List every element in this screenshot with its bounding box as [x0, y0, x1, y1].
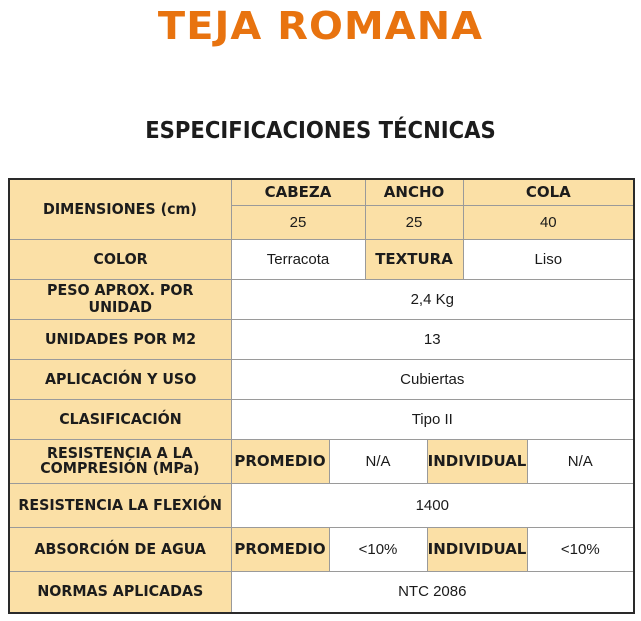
cola-value: 40: [463, 205, 634, 239]
resistencia-compresion-label: [9, 439, 231, 483]
absorcion-individual-label: INDIVIDUAL: [427, 527, 527, 571]
resistencia-compresion-label-line2: COMPRESIÓN (MPa): [40, 458, 200, 477]
cabeza-header: CABEZA: [231, 179, 365, 205]
peso-value: 2,4 Kg: [231, 279, 634, 319]
resistencia-flexion-label: RESISTENCIA LA FLEXIÓN: [9, 483, 231, 527]
peso-label: PESO APROX. POR UNIDAD: [9, 279, 231, 319]
compresion-individual-label: INDIVIDUAL: [427, 439, 527, 483]
textura-label: TEXTURA: [365, 239, 463, 279]
unidades-value: 13: [231, 319, 634, 359]
dimensiones-label: DIMENSIONES (cm): [9, 179, 231, 239]
compresion-promedio-label: PROMEDIO: [231, 439, 329, 483]
page-title: TEJA ROMANA: [157, 4, 484, 48]
aplicacion-label: APLICACIÓN Y USO: [9, 359, 231, 399]
aplicacion-value: Cubiertas: [231, 359, 634, 399]
color-label: COLOR: [9, 239, 231, 279]
clasificacion-label: CLASIFICACIÓN: [9, 399, 231, 439]
resistencia-flexion-value: 1400: [231, 483, 634, 527]
specifications-table: [8, 178, 635, 614]
cola-header: COLA: [463, 179, 634, 205]
color-value: Terracota: [231, 239, 365, 279]
ancho-header: ANCHO: [365, 179, 463, 205]
clasificacion-value: Tipo II: [231, 399, 634, 439]
normas-label: NORMAS APLICADAS: [9, 571, 231, 613]
compresion-promedio-value: N/A: [329, 439, 427, 483]
absorcion-promedio-label: PROMEDIO: [231, 527, 329, 571]
resistencia-compresion-label-line1: RESISTENCIA A LA: [47, 443, 194, 462]
absorcion-promedio-value: <10%: [329, 527, 427, 571]
compresion-individual-value: N/A: [527, 439, 634, 483]
section-subtitle: ESPECIFICACIONES TÉCNICAS: [145, 118, 496, 144]
cabeza-value: 25: [231, 205, 365, 239]
absorcion-individual-value: <10%: [527, 527, 634, 571]
absorcion-label: ABSORCIÓN DE AGUA: [9, 527, 231, 571]
unidades-label: UNIDADES POR M2: [9, 319, 231, 359]
normas-value: NTC 2086: [231, 571, 634, 613]
textura-value: Liso: [463, 239, 634, 279]
ancho-value: 25: [365, 205, 463, 239]
